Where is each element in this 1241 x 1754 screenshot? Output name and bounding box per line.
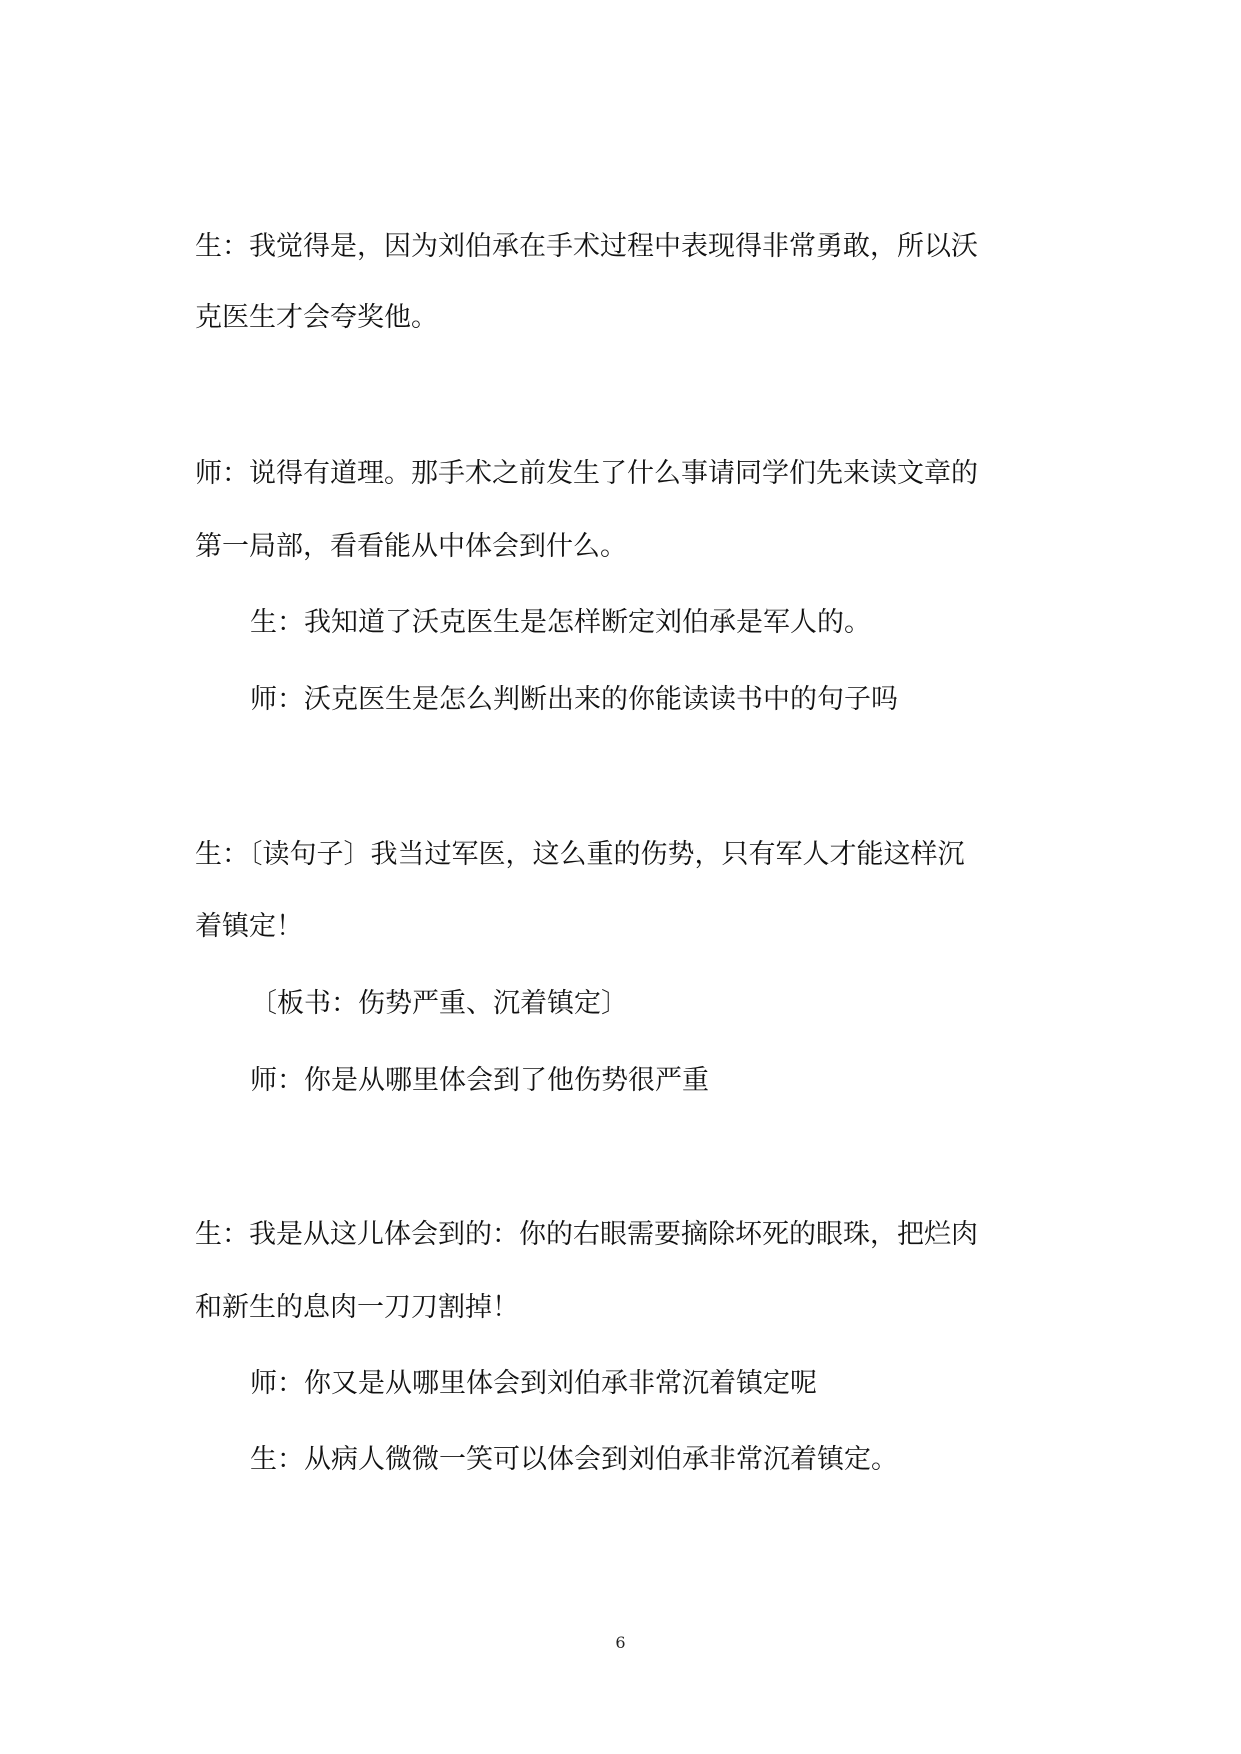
text-line: 师：你又是从哪里体会到刘伯承非常沉着镇定呢	[250, 1368, 817, 1399]
text-line: 生：我觉得是，因为刘伯承在手术过程中表现得非常勇敢，所以沃	[195, 231, 978, 262]
text-line: 生：我是从这儿体会到的：你的右眼需要摘除坏死的眼珠，把烂肉	[195, 1219, 978, 1250]
text-line: 第一局部，看看能从中体会到什么。	[195, 531, 627, 562]
text-line: 〔板书：伤势严重、沉着镇定〕	[250, 988, 628, 1019]
page-number: 6	[615, 1633, 626, 1652]
text-line: 师：说得有道理。那手术之前发生了什么事请同学们先来读文章的	[195, 458, 978, 489]
text-line: 克医生才会夸奖他。	[195, 302, 438, 333]
text-line: 师：沃克医生是怎么判断出来的你能读读书中的句子吗	[250, 684, 898, 715]
text-line: 生：〔读句子〕我当过军医，这么重的伤势，只有军人才能这样沉	[195, 839, 965, 870]
text-line: 生：我知道了沃克医生是怎样断定刘伯承是军人的。	[250, 607, 871, 638]
text-line: 生：从病人微微一笑可以体会到刘伯承非常沉着镇定。	[250, 1444, 898, 1475]
text-line: 师：你是从哪里体会到了他伤势很严重	[250, 1065, 709, 1096]
text-line: 和新生的息肉一刀刀割掉！	[195, 1292, 519, 1323]
text-line: 着镇定！	[195, 911, 303, 942]
